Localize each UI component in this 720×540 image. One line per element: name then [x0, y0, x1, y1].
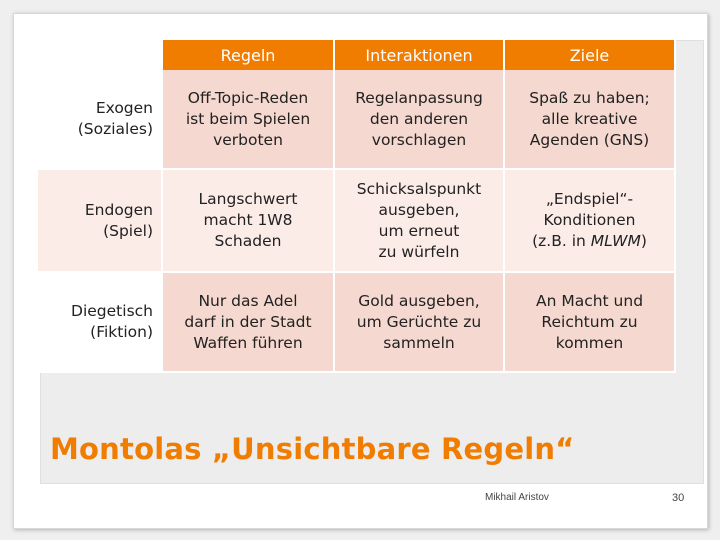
- cell-line: (Fiktion): [90, 323, 153, 341]
- cell-ziele: [504, 272, 675, 372]
- cell-regeln: [162, 169, 334, 272]
- footer-author: Mikhail Aristov: [485, 492, 549, 503]
- cell-line: verboten: [213, 130, 283, 149]
- cell-line: Regelanpassung: [355, 88, 483, 107]
- cell-line: (Spiel): [103, 221, 153, 240]
- cell-line: Reichtum zu: [541, 312, 638, 331]
- header-ebene: Ebene: [38, 40, 162, 70]
- cell-line: darf in der Stadt: [184, 312, 312, 331]
- cell-line: zu würfeln: [378, 242, 460, 261]
- cell-interaktionen: [334, 272, 504, 372]
- cell-line: um Gerüchte zu: [356, 312, 482, 331]
- cell-line: ausgeben,: [378, 200, 460, 219]
- cell-line: Gold ausgeben,: [358, 291, 480, 310]
- cell-line: Spaß zu haben;: [529, 88, 650, 107]
- cell-line: macht 1W8: [203, 211, 293, 229]
- cell-line: vorschlagen: [371, 130, 467, 149]
- game-title-mlwm: MLWM: [590, 232, 641, 250]
- cell-line: „Endspiel“-: [545, 190, 634, 208]
- table-row-exogen: [38, 70, 675, 169]
- cell-line: An Macht und: [535, 291, 644, 310]
- page-number: 30: [672, 492, 685, 504]
- rules-table: [38, 40, 676, 373]
- header-regeln: Regeln: [162, 40, 334, 70]
- cell-line: Konditionen: [543, 211, 636, 229]
- cell-ziele: [504, 169, 675, 272]
- cell-line: (Soziales): [77, 120, 153, 138]
- cell-line: Schaden: [214, 232, 282, 250]
- cell-line: Endogen: [84, 200, 153, 219]
- cell-line: um erneut: [378, 221, 460, 240]
- cell-line: Exogen: [95, 99, 153, 117]
- header-ziele: Ziele: [504, 40, 675, 70]
- cell-line: kommen: [555, 333, 624, 352]
- text-run: ): [640, 232, 647, 250]
- cell-line: den anderen: [369, 109, 469, 128]
- slide-title: Montolas „Unsichtbare Regeln“: [50, 432, 575, 466]
- table-header-row: [38, 40, 675, 70]
- cell-regeln: [162, 70, 334, 169]
- cell-line: sammeln: [383, 333, 455, 352]
- cell-line: ist beim Spielen: [185, 109, 311, 128]
- cell-ebene: [38, 70, 162, 169]
- cell-ebene: [38, 272, 162, 372]
- cell-regeln: [162, 272, 334, 372]
- cell-interaktionen: [334, 70, 504, 169]
- table-row-diegetisch: [38, 272, 675, 372]
- cell-line: alle kreative: [541, 109, 638, 128]
- cell-line: Langschwert: [198, 190, 298, 208]
- cell-line: Waffen führen: [193, 333, 303, 352]
- header-interaktionen: Interaktionen: [334, 40, 504, 70]
- cell-line: Off-Topic-Reden: [187, 88, 309, 107]
- cell-ziele: [504, 70, 675, 169]
- cell-line: Nur das Adel: [198, 291, 298, 310]
- cell-interaktionen: [334, 169, 504, 272]
- cell-line: [511, 231, 668, 252]
- cell-line: Diegetisch: [71, 302, 153, 320]
- cell-line: Agenden (GNS): [529, 130, 650, 149]
- table-row-endogen: [38, 169, 675, 272]
- text-run: (z.B. in: [532, 232, 591, 250]
- cell-ebene: [38, 169, 162, 272]
- cell-line: Schicksalspunkt: [356, 179, 482, 198]
